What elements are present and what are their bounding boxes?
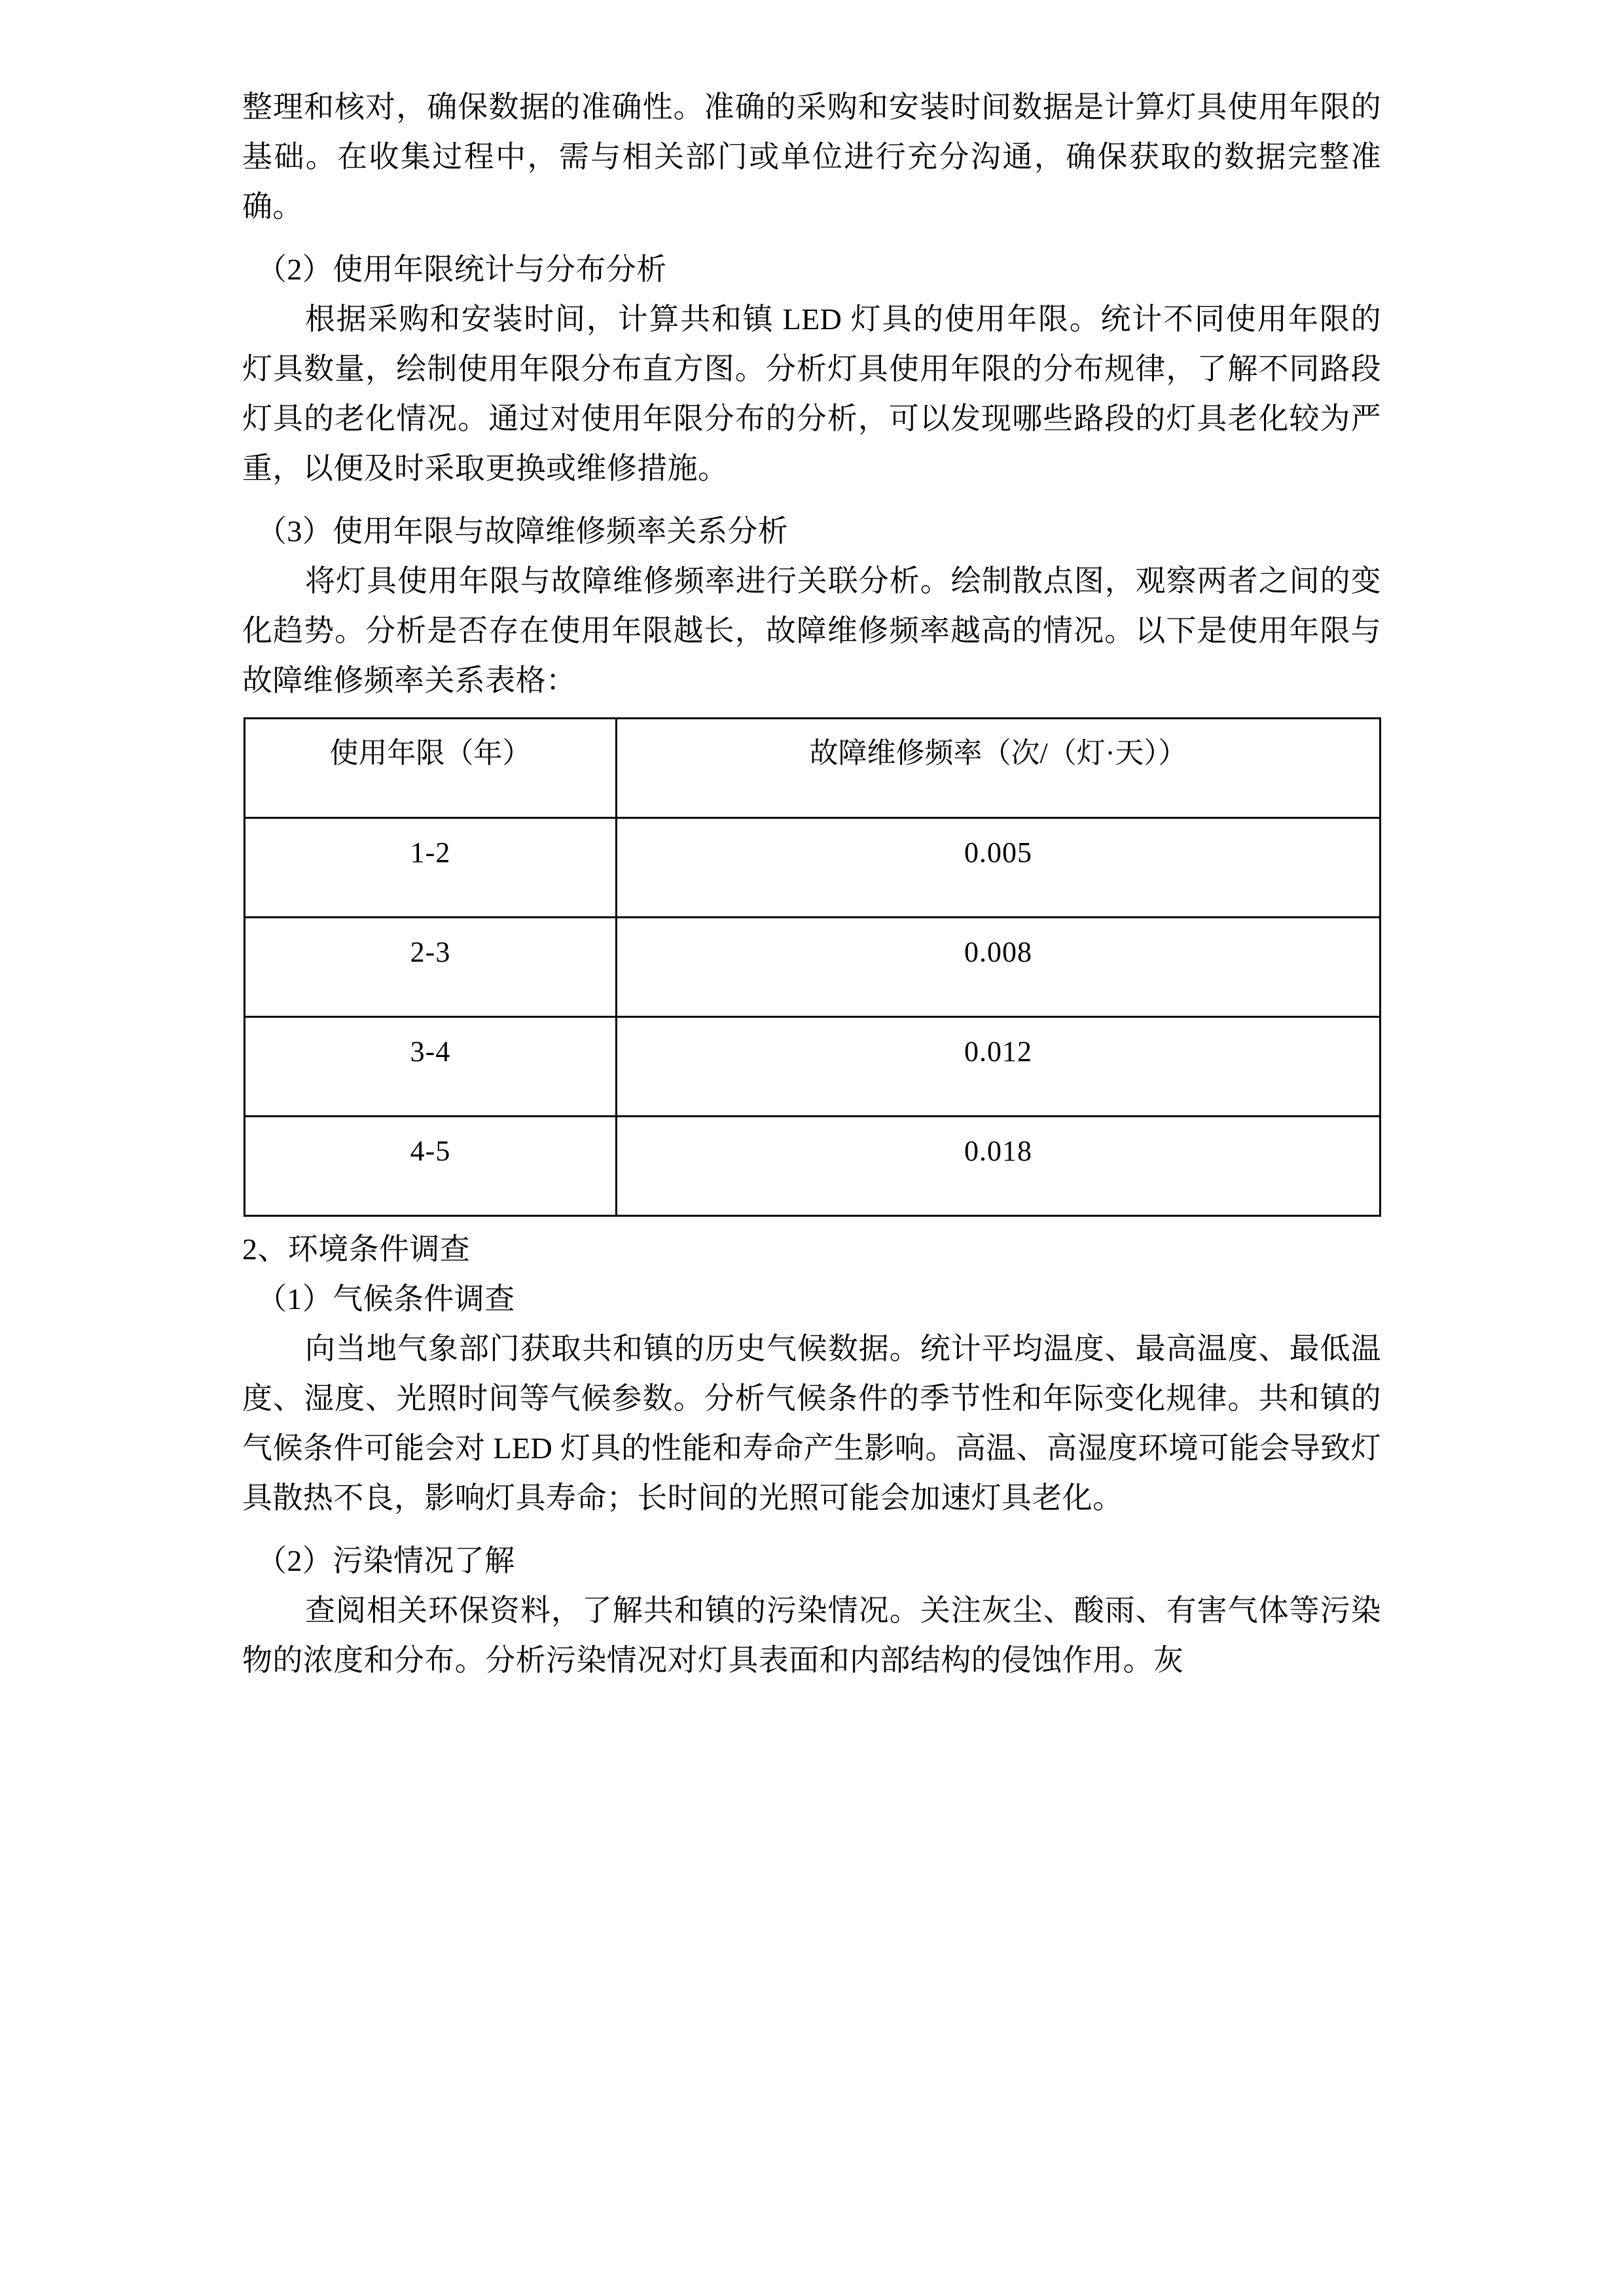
- table-header-row: [245, 719, 1380, 818]
- cell-failure-rate: 0.012: [617, 1017, 1380, 1117]
- cell-failure-rate: 0.005: [617, 818, 1380, 918]
- cell-usage-years: 3-4: [245, 1017, 617, 1117]
- spacer: [242, 232, 1381, 245]
- heading-2-2-pollution-survey: （2）污染情况了解: [257, 1544, 515, 1577]
- cell-usage-years: 1-2: [245, 818, 617, 918]
- page-content: [242, 82, 1381, 1685]
- paragraph-climate-survey: 向当地气象部门获取共和镇的历史气候数据。统计平均温度、最高温度、最低温度、湿度、光照时间等气候参数。分析气候条件的季节性和年际变化规律。共和镇的气候条件可能会对 LED 灯具的性能和寿命产生影响。高温、高湿度环境可能会导致灯具散热不良，影响灯具寿命；长时间的光照可能会加速灯具老化。: [242, 1332, 1381, 1515]
- table-row: [245, 918, 1380, 1017]
- usage-life-failure-rate-table: [244, 717, 1381, 1217]
- table-header-failure-rate: 故障维修频率（次/（灯·天））: [617, 719, 1380, 818]
- cell-failure-rate: 0.018: [617, 1117, 1380, 1216]
- paragraph-failure-rate-relation: 将灯具使用年限与故障维修频率进行关联分析。绘制散点图，观察两者之间的变化趋势。分析是否存在使用年限越长，故障维修频率越高的情况。以下是使用年限与故障维修频率关系表格：: [242, 564, 1381, 697]
- spacer: [242, 1523, 1381, 1536]
- heading-3-failure-rate-relation: （3）使用年限与故障维修频率关系分析: [257, 514, 789, 548]
- table-row: [245, 1117, 1380, 1216]
- paragraph-pollution-survey: 查阅相关环保资料，了解共和镇的污染情况。关注灰尘、酸雨、有害气体等污染物的浓度和分布。分析污染情况对灯具表面和内部结构的侵蚀作用。灰: [242, 1594, 1381, 1677]
- heading-2-1-climate-survey: （1）气候条件调查: [257, 1282, 515, 1316]
- spacer: [242, 1217, 1381, 1225]
- cell-usage-years: 4-5: [245, 1117, 617, 1216]
- cell-usage-years: 2-3: [245, 918, 617, 1017]
- paragraph-continuation: 整理和核对，确保数据的准确性。准确的采购和安装时间数据是计算灯具使用年限的基础。在收集过程中，需与相关部门或单位进行充分沟通，确保获取的数据完整准确。: [242, 90, 1381, 223]
- table-row: [245, 818, 1380, 918]
- table-header-usage-years: 使用年限（年）: [245, 719, 617, 818]
- table-row: [245, 1017, 1380, 1117]
- paragraph-usage-life-statistics: 根据采购和安装时间，计算共和镇 LED 灯具的使用年限。统计不同使用年限的灯具数量，绘制使用年限分布直方图。分析灯具使用年限的分布规律，了解不同路段灯具的老化情况。通过对使用年限分布的分析，可以发现哪些路段的灯具老化较为严重，以便及时采取更换或维修措施。: [242, 302, 1381, 485]
- heading-2-usage-life-statistics: （2）使用年限统计与分布分析: [257, 253, 667, 286]
- spacer: [242, 493, 1381, 507]
- cell-failure-rate: 0.008: [617, 918, 1380, 1017]
- heading-section-2-environment-survey: 2、环境条件调查: [242, 1232, 471, 1266]
